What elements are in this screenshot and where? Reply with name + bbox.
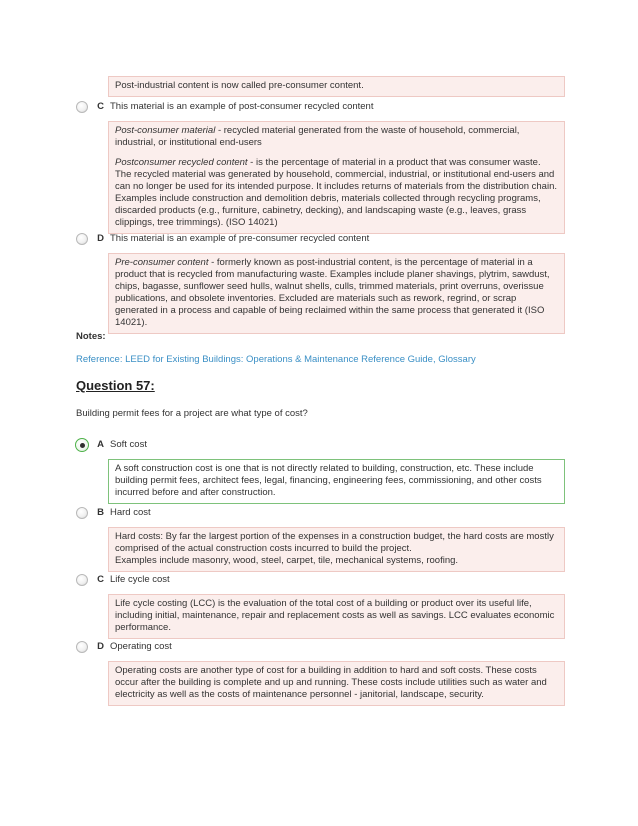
explanation-paragraph [115, 125, 558, 149]
question-heading: Question 57: [76, 378, 155, 393]
definition: - recycled material generated from the waste of household, commercial, industrial, or institutional end-users [115, 125, 520, 148]
radio-button[interactable] [76, 574, 88, 586]
radio-button[interactable] [76, 101, 88, 113]
explanation-text: Operating costs are another type of cost for a building in addition to hard and soft costs. These costs occur after the building is complete and up and running. These costs include utilities such as water and electricity as well as the costs of maintenance personnel - janitorial, landscape, security. [115, 665, 547, 700]
option-text: This material is an example of pre-consumer recycled content [110, 233, 370, 244]
question-text: Building permit fees for a project are what type of cost? [76, 408, 308, 419]
radio-button-selected[interactable] [75, 438, 89, 452]
explanation-box [108, 661, 565, 706]
explanation-box [108, 121, 565, 234]
explanation-text: A soft construction cost is one that is not directly related to building, construction, etc. These include building permit fees, architect fees, legal, financing, engineering fees, commissioning, and other costs incurred before and after construction. [115, 463, 542, 498]
correct-explanation-box [108, 459, 565, 504]
definition: - is the percentage of material in a product that was consumer waste. The recycled material was generated by household, commercial, industrial, or institutional end-users and can no longer be used for its intended purpose. It includes returns of materials from the distribution chain. Examples include construction and demolition debris, materials collected through recycling programs, discarded products (e.g., furniture, cabinetry, decking), and landscaping waste (e.g., leaves, grass clippings, tree trimmings). (ISO 14021) [115, 157, 557, 228]
radio-button[interactable] [76, 641, 88, 653]
explanation-box [108, 594, 565, 639]
explanation-text: Post-industrial content is now called pre-consumer content. [115, 80, 364, 91]
option-text: Operating cost [110, 641, 172, 652]
explanation-line: Hard costs: By far the largest portion of the expenses in a construction budget, the hard costs are mostly comprised of the actual construction costs incurred to build the project. [115, 531, 554, 554]
option-d-prev[interactable] [76, 232, 369, 246]
option-letter: B [97, 507, 104, 518]
explanation-text: Life cycle costing (LCC) is the evaluation of the total cost of a building or product over its useful life, including initial, maintenance, repair and replacement costs as well as savings. LCC evaluates economic performance. [115, 598, 555, 633]
term: Post-consumer material [115, 125, 216, 136]
option-letter: C [97, 101, 104, 112]
reference-link[interactable]: Reference: LEED for Existing Buildings: Operations & Maintenance Reference Guide, Glossary [76, 354, 476, 365]
term: Pre-consumer content [115, 257, 209, 268]
radio-button[interactable] [76, 507, 88, 519]
radio-button[interactable] [76, 233, 88, 245]
option-a[interactable] [76, 438, 147, 452]
explanation-paragraph [115, 257, 558, 329]
explanation-paragraph [115, 157, 558, 229]
option-letter: A [97, 439, 104, 450]
option-letter: D [97, 641, 104, 652]
option-text: This material is an example of post-consumer recycled content [110, 101, 374, 112]
option-b[interactable] [76, 506, 151, 520]
explanation-box [108, 253, 565, 334]
option-c-prev[interactable] [76, 100, 373, 114]
option-d[interactable] [76, 640, 172, 654]
definition: - formerly known as post-industrial content, is the percentage of material in a product that is recycled from manufacturing waste. Examples include planer shavings, plytrim, sawdust, chips, bagasse, sunflower seed hulls, walnut shells, culls, trimmed materials, print overruns, overissue publications, and obsolete inventories. Excluded are materials such as rework, regrind, or scrap generated in a process and capable of being reclaimed within the same process that generated it (ISO 14021). [115, 257, 550, 328]
option-letter: D [97, 233, 104, 244]
term: Postconsumer recycled content [115, 157, 248, 168]
explanation-line: Examples include masonry, wood, steel, carpet, tile, mechanical systems, roofing. [115, 555, 459, 566]
option-text: Hard cost [110, 507, 151, 518]
option-text: Life cycle cost [110, 574, 170, 585]
notes-label: Notes: [76, 331, 106, 342]
option-letter: C [97, 574, 104, 585]
option-c[interactable] [76, 573, 170, 587]
option-text: Soft cost [110, 439, 147, 450]
explanation-box [108, 527, 565, 572]
explanation-box [108, 76, 565, 97]
